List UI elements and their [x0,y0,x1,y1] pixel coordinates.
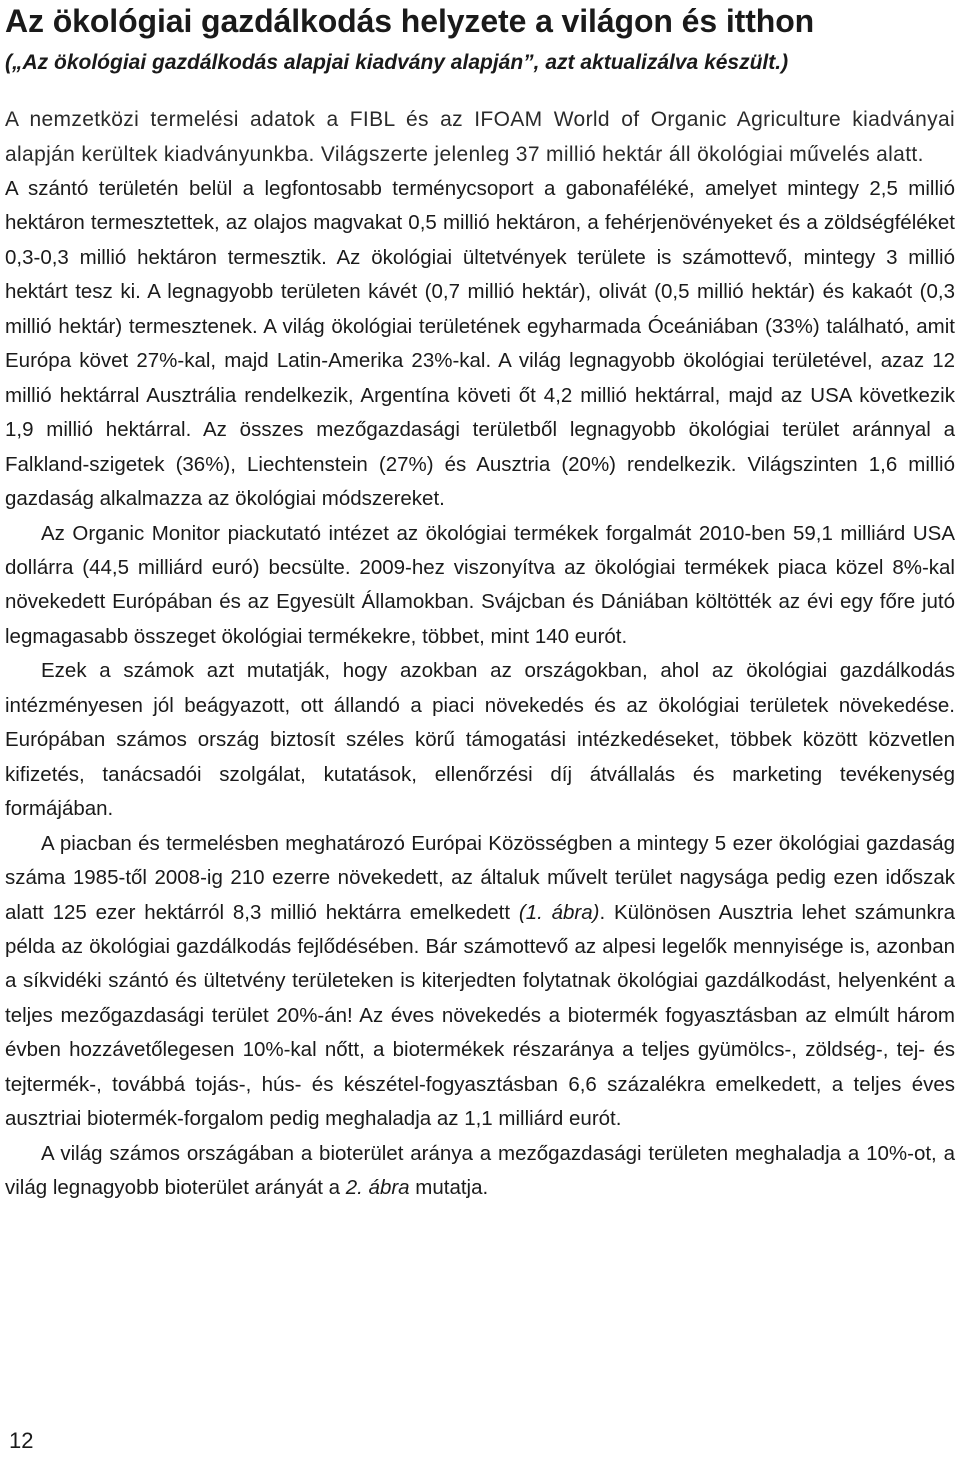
intro-text-block [5,103,955,172]
figure-1-reference: (1. ábra) [518,900,600,924]
paragraph-2: Az Organic Monitor piackutató intézet az ökológiai termékek forgalmát 2010-ben 59,1 milliárd USA dollárra (44,5 milliárd euró) becsülte. 2009-hez viszonyítva az ökológiai termékek piaca közel 8%-kal növekedett Európában és az Egyesült Államokban. Svájcban és Dániában költötték az évi egy főre jutó legmagasabb összeget ökológiai termékekre, többet, mint 140 eurót. [5,521,955,648]
paragraph-5-text-a: A világ számos országában a bioterület aránya a mezőgazdasági területen meghaladja a 10%-ot, a világ legnagyobb bioterület arányát a [5,1141,955,1200]
page-subtitle: („Az ökológiai gazdálkodás alapjai kiadvány alapján”, azt aktualizálva készült.) [5,51,789,74]
paragraph-5-text-b: mutatja. [409,1176,489,1200]
paragraph-4 [5,827,955,1137]
paragraph-4-text-b: . Különösen Ausztria lehet számunkra példa az ökológiai gazdálkodás fejlődésében. Bár számottevő az alpesi legelők mennyisége is, azonban a síkvidéki szántó és ültetvény területeken is kiterjedten folytatnak ökológiai gazdálkodást, helyenként a teljes mezőgazdasági terület 20%-án! Az éves növekedés a biotermék fogyasztásban az elmúlt három évben hozzávetőlegesen 10%-kal nőtt, a biotermékek részaránya a teljes gyümölcs-, zöldség-, tej- és tejtermék-, továbbá tojás-, hús- és készétel-fogyasztásban 6,6 százalékra emelkedett, a teljes éves ausztriai biotermék-forgalom pedig meghaladja az 1,1 milliárd eurót. [5,900,955,1131]
paragraph-5 [5,1137,955,1206]
paragraph-3: Ezek a számok azt mutatják, hogy azokban az országokban, ahol az ökológiai gazdálkodás intézményesen jól beágyazott, ott állandó a piaci növekedés és az ökológiai területek növekedése. Európában számos ország biztosít széles körű támogatási intézkedéseket, többek között közvetlen kifizetés, tanácsadói szolgálat, kutatások, ellenőrzési díj átvállalás és marketing tevékenység formájában. [5,659,955,821]
paragraph-4-text-a: A piacban és termelésben meghatározó Európai Közösségben a mintegy 5 ezer ökológiai gazdaság száma 1985-től 2008-ig 210 ezerre növekedett, az általuk művelt terület nagysága pedig ezen időszak alatt 125 ezer hektárról 8,3 millió hektárra emelkedett [5,831,955,924]
body-text [5,172,955,1206]
figure-2-reference: 2. ábra [345,1176,410,1200]
paragraph-1-intro: A nemzetközi termelési adatok a FIBL és az IFOAM World of Organic Agriculture kiadványai alapján kerültek kiadványunkba. Világszerte jelenleg 37 millió hektár áll ökológiai művelés alatt. [5,108,955,166]
paragraph-1 [5,172,955,517]
page-number: 12 [9,1428,34,1453]
paragraph-1-text: A szántó területén belül a legfontosabb terménycsoport a gabonaféléké, amelyet mintegy 2,5 millió hektáron termesztettek, az olajos magvakat 0,5 millió hektáron, a fehérjenövényeket és a zöldségféléket 0,3-0,3 millió hektáron termesztik. Az ökológiai ültetvények területe is számottevő, mintegy 3 millió hektárt tesz ki. A legnagyobb területen kávét (0,7 millió hektár), olivát (0,5 millió hektár) és kakaót (0,3 millió hektár) termesztenek. A világ ökológiai területének egyharmada Óceániában (33%) található, amit Európa követ 27%-kal, majd Latin-Amerika 23%-kal. A világ legnagyobb ökológiai területével, azaz 12 millió hektárral Ausztrália rendelkezik, Argentína követi őt 4,2 millió hektárral, majd az USA következik 1,9 millió hektárral. Az összes mezőgazdasági területből legnagyobb ökológiai terület aránnyal a Falkland-szigetek (36%), Liechtenstein (27%) és Ausztria (20%) rendelkezik. Világszinten 1,6 millió gazdaság alkalmazza az ökológiai módszereket. [5,177,955,511]
page-title: Az ökológiai gazdálkodás helyzete a világon és itthon [5,3,815,39]
